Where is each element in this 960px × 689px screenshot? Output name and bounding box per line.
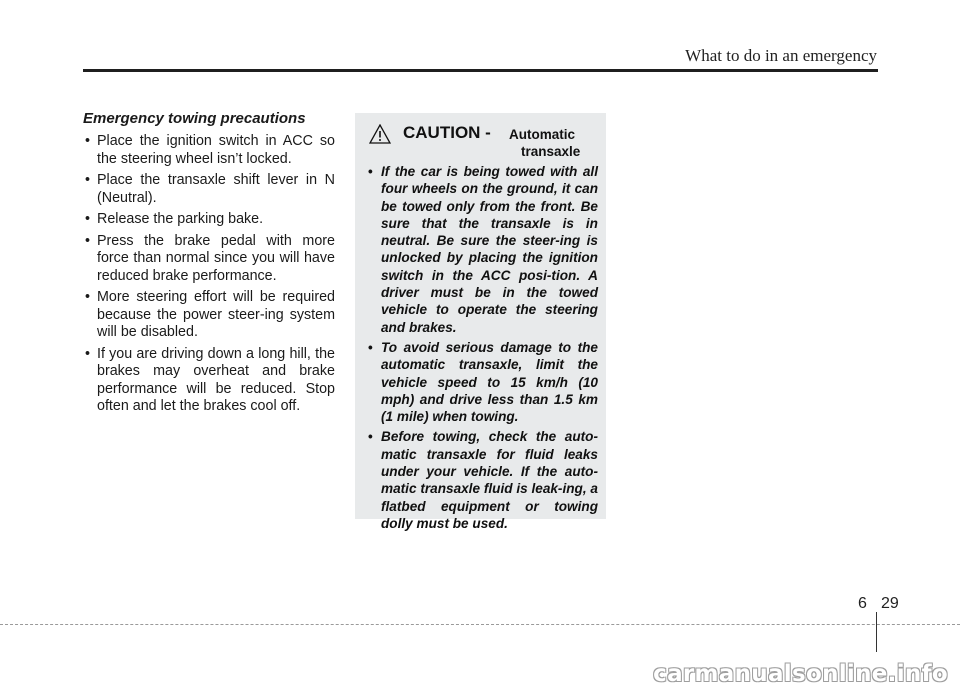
list-item: • Press the brake pedal with more force than normal since you will have reduced brake performance. bbox=[83, 233, 335, 286]
list-item: • If you are driving down a long hill, the brakes may overheat and brake performance will be reduced. Stop often and let the brakes cool off. bbox=[83, 346, 335, 416]
caution-box bbox=[355, 113, 606, 531]
chapter-number: 6 bbox=[858, 595, 867, 612]
caution-label: CAUTION - bbox=[403, 123, 491, 142]
section-title: Emergency towing precautions bbox=[83, 110, 306, 127]
list-item: • Place the ignition switch in ACC so the steering wheel isn’t locked. bbox=[83, 133, 335, 168]
watermark: carmanualsonline.info bbox=[653, 661, 948, 687]
list-item: • More steering effort will be required because the power steer-ing system will be disabled. bbox=[83, 289, 335, 342]
caution-subtitle bbox=[509, 126, 580, 160]
precautions-list bbox=[83, 133, 335, 416]
caution-item: • Before towing, check the auto-matic transaxle for fluid leaks under your vehicle. If the auto-matic transaxle fluid is leak-ing, a flatbed equipment or towing dolly must be used. bbox=[367, 428, 598, 532]
caution-item: • To avoid serious damage to the automatic transaxle, limit the vehicle speed to 15 km/h (10 mph) and drive less than 1.5 km (1 mile) when towing. bbox=[367, 339, 598, 425]
caution-heading bbox=[367, 123, 598, 163]
caution-subtitle-line: transaxle bbox=[521, 144, 581, 159]
warning-triangle-icon bbox=[369, 124, 391, 144]
page-number-divider bbox=[876, 612, 877, 652]
footer-rule bbox=[0, 624, 960, 625]
header-rule bbox=[83, 69, 878, 72]
page-number: 29 bbox=[881, 595, 899, 612]
caution-list bbox=[367, 163, 598, 532]
caution-subtitle-line: Automatic bbox=[509, 127, 576, 142]
chapter-title: What to do in an emergency bbox=[685, 46, 877, 65]
list-item: • Release the parking bake. bbox=[83, 211, 335, 229]
list-item: • Place the transaxle shift lever in N (Neutral). bbox=[83, 172, 335, 207]
caution-item: • If the car is being towed with all four wheels on the ground, it can be towed only from the front. Be sure that the transaxle is in neutral. Be sure the steer-ing is unlocked by placing the ignition switch in the ACC posi-tion. A driver must be in the towed vehicle to operate the steering and brakes. bbox=[367, 163, 598, 336]
towing-precautions-section bbox=[83, 110, 335, 420]
